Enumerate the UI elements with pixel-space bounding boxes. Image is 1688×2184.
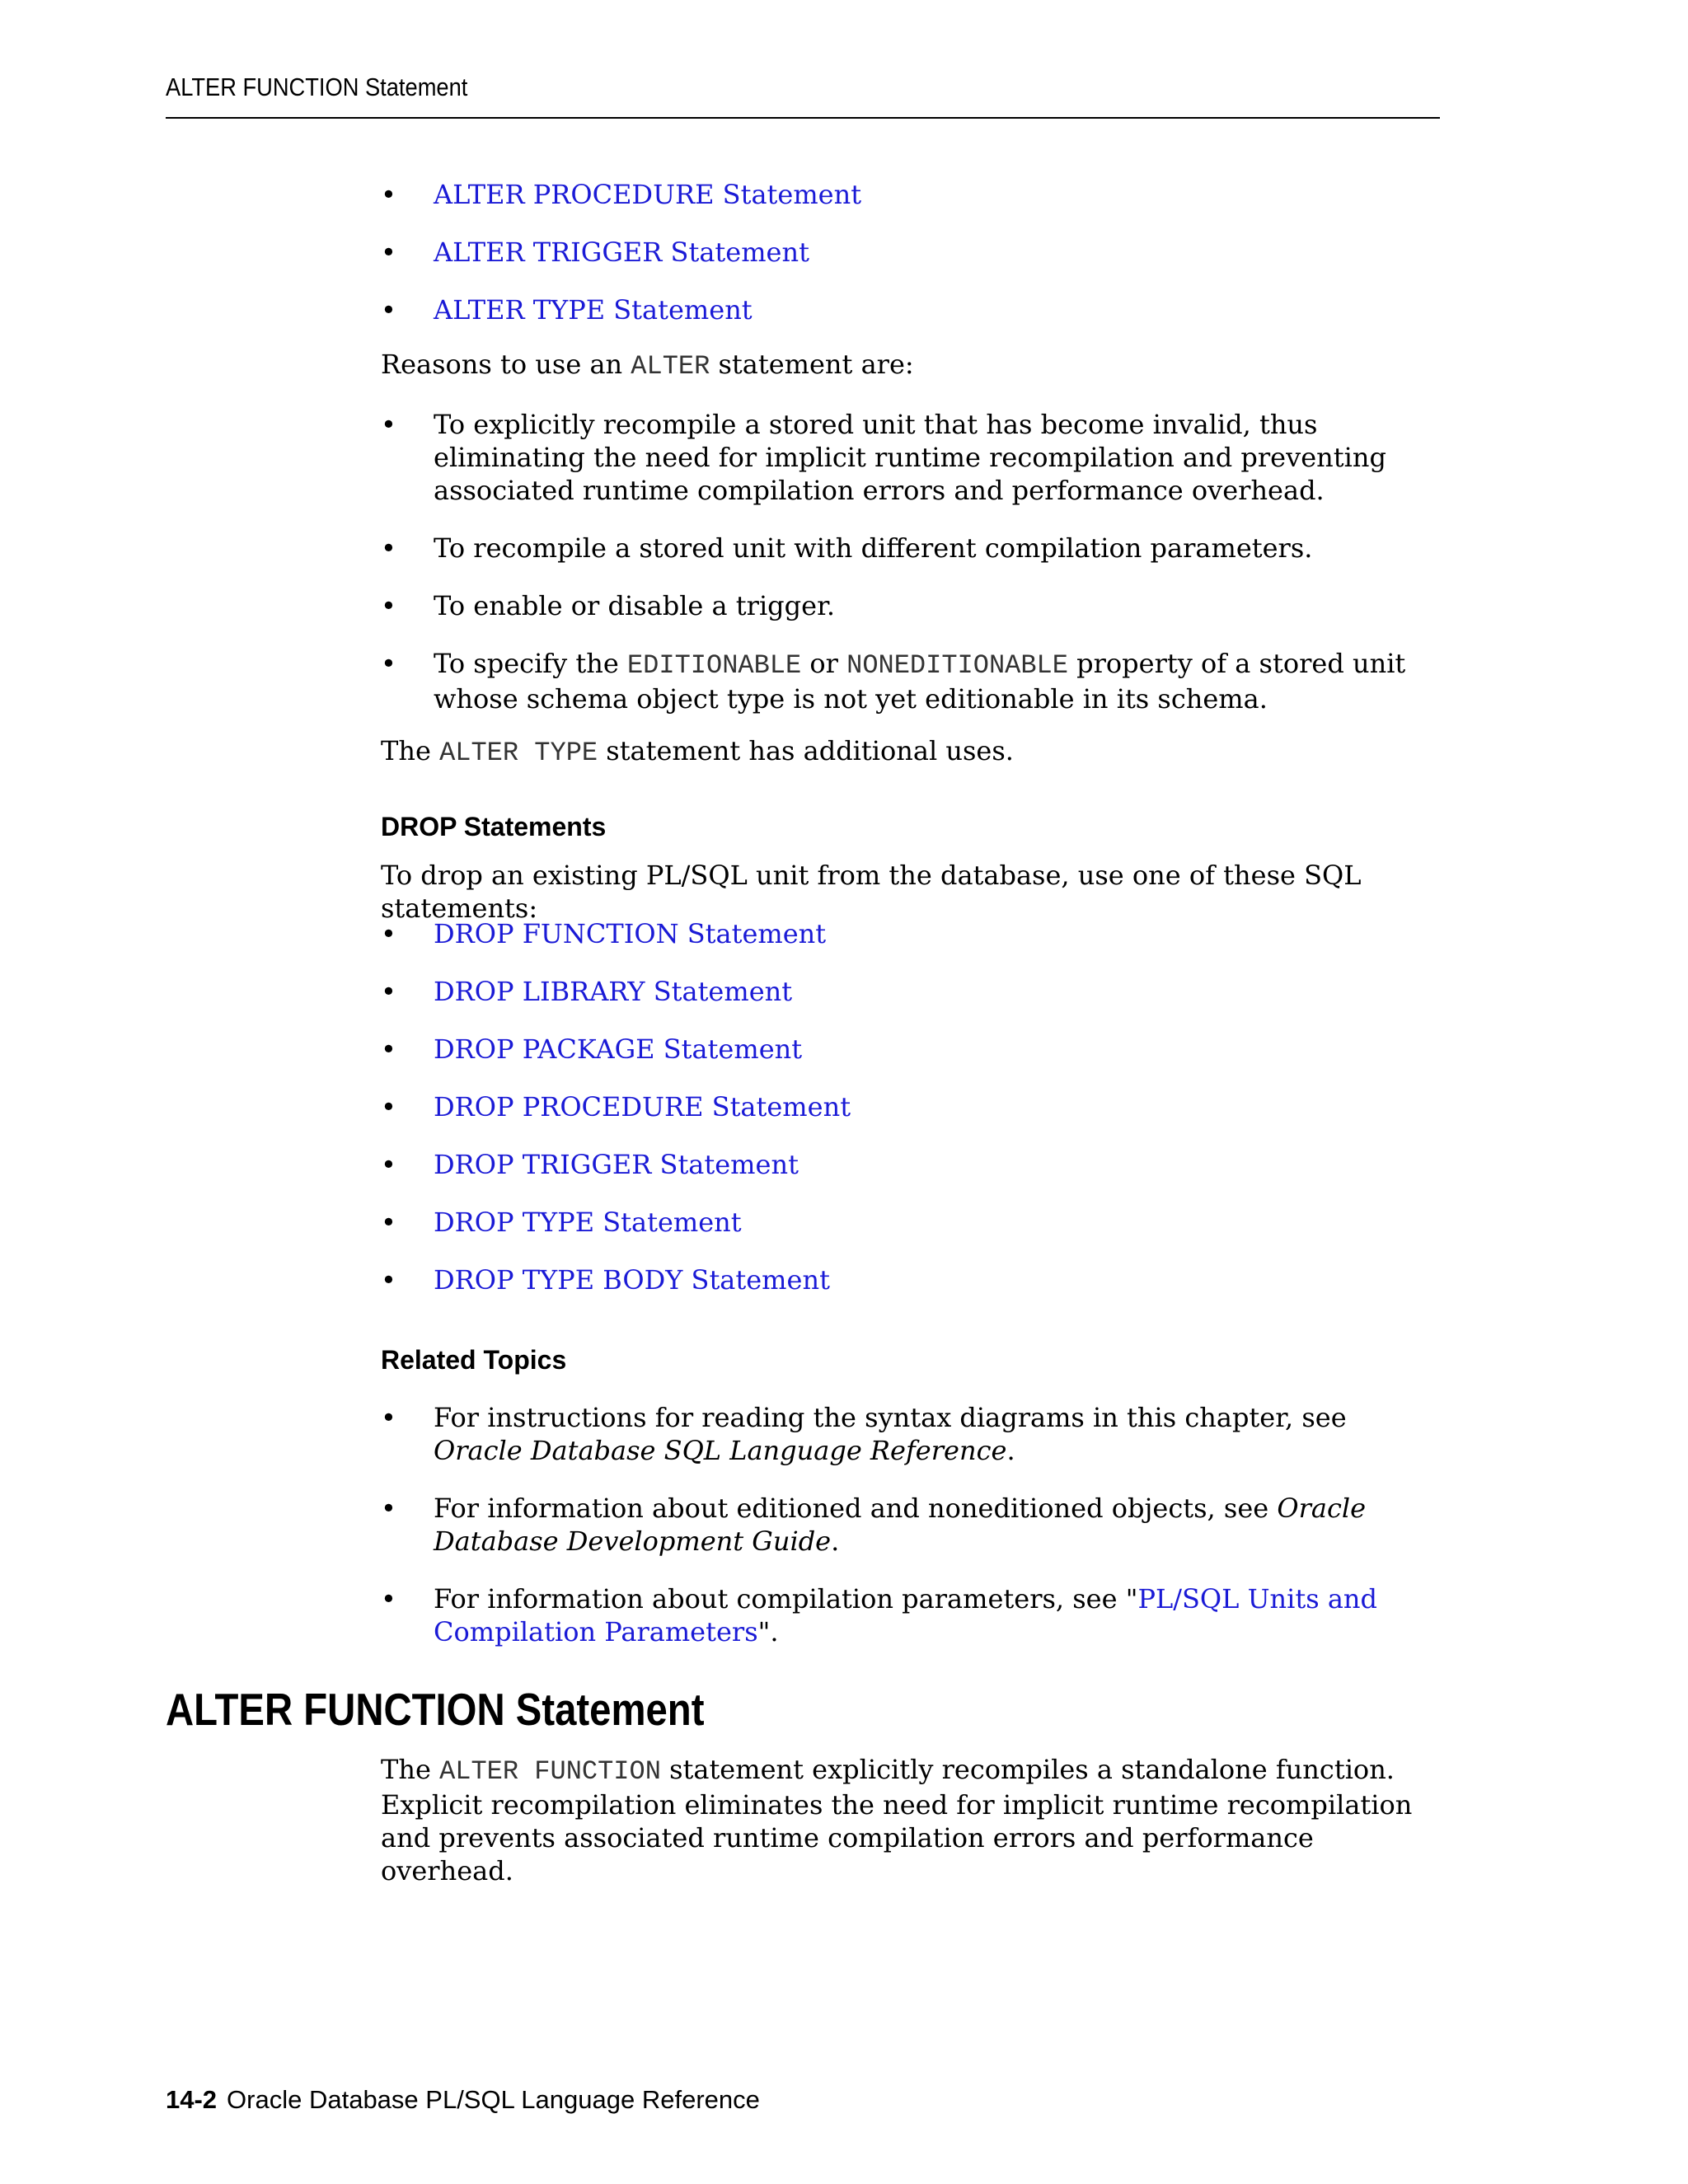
related-text-part: For information about editioned and noneditioned objects, see [434, 1493, 1278, 1524]
reasons-intro-text: Reasons to use an [381, 349, 631, 380]
link-drop-package[interactable]: DROP PACKAGE Statement [434, 1033, 803, 1065]
drop-statements-heading: DROP Statements [381, 812, 607, 841]
section-title: ALTER FUNCTION Statement [166, 1684, 705, 1735]
reasons-intro-text-end: statement are: [710, 349, 914, 380]
list-item [381, 1206, 1452, 1239]
bullet: • [381, 1583, 396, 1615]
header-rule [166, 117, 1440, 119]
bullet: • [381, 648, 396, 679]
reason-text-part: To specify the [434, 648, 627, 679]
related-topics-list [381, 1401, 1436, 1648]
code-alter-function: ALTER FUNCTION [439, 1756, 661, 1787]
reason-text: To enable or disable a trigger. [434, 590, 836, 621]
bullet: • [381, 532, 396, 564]
bullet: • [381, 237, 396, 268]
list-item [381, 1148, 1452, 1181]
link-alter-trigger[interactable]: ALTER TRIGGER Statement [434, 237, 809, 268]
related-text-part: For information about compilation parameters, see " [434, 1583, 1138, 1615]
link-drop-trigger[interactable]: DROP TRIGGER Statement [434, 1149, 799, 1180]
page-footer [166, 2085, 760, 2115]
link-plsql-units-compilation-parameters[interactable]: PL/SQL Units and Compilation Parameters [434, 1583, 1378, 1647]
bullet: • [381, 1264, 396, 1296]
bullet: • [381, 294, 396, 326]
intro-text-end: statement explicitly recompiles a standalone function. Explicit recompilation eliminates the need for implicit runtime recompilation and prevents associated runtime compilation errors and performance overhead. [381, 1754, 1413, 1886]
note-text: The [381, 735, 440, 766]
related-text [434, 1583, 1377, 1647]
related-text-part: . [1006, 1435, 1015, 1466]
reason-text [434, 648, 1405, 715]
list-item [381, 236, 1452, 269]
code-alter-type: ALTER TYPE [439, 738, 598, 768]
intro-text: The [381, 1754, 440, 1785]
reason-text-part: or [801, 648, 847, 679]
bullet: • [381, 1207, 396, 1238]
bullet: • [381, 1493, 396, 1524]
list-item [381, 1033, 1452, 1066]
link-drop-procedure[interactable]: DROP PROCEDURE Statement [434, 1091, 851, 1122]
bullet: • [381, 976, 396, 1007]
related-text-part: For instructions for reading the syntax diagrams in this chapter, see [434, 1402, 1347, 1433]
running-header: ALTER FUNCTION Statement [166, 73, 468, 101]
reasons-intro [381, 348, 1452, 383]
bullet: • [381, 918, 396, 949]
code-alter: ALTER [631, 351, 710, 382]
bullet: • [381, 1033, 396, 1065]
list-item [381, 293, 1452, 326]
link-drop-function[interactable]: DROP FUNCTION Statement [434, 918, 827, 949]
bullet: • [381, 1149, 396, 1180]
alter-type-note [381, 734, 1452, 770]
link-drop-type-body[interactable]: DROP TYPE BODY Statement [434, 1264, 830, 1296]
code-noneditionable: NONEDITIONABLE [846, 650, 1068, 681]
related-topics-heading: Related Topics [381, 1345, 567, 1375]
link-alter-type[interactable]: ALTER TYPE Statement [434, 294, 753, 326]
list-item [381, 1582, 1436, 1648]
book-reference: Oracle Database Development Guide [434, 1493, 1367, 1557]
related-text [434, 1402, 1347, 1466]
bullet: • [381, 590, 396, 621]
related-text-part: . [831, 1526, 840, 1557]
drop-statement-links [381, 917, 1452, 1296]
page-number: 14-2 [166, 2085, 218, 2114]
reason-text: To recompile a stored unit with different compilation parameters. [434, 532, 1313, 564]
reason-text-part: property of a stored unit whose schema object type is not yet editionable in its schema. [434, 648, 1406, 715]
bullet: • [381, 1091, 396, 1122]
book-reference: Oracle Database SQL Language Reference [434, 1435, 1007, 1466]
list-item [381, 589, 1436, 622]
alter-statement-links [381, 178, 1452, 326]
list-item [381, 917, 1452, 950]
list-item [381, 178, 1452, 211]
bullet: • [381, 409, 396, 440]
list-item [381, 1401, 1436, 1467]
code-editionable: EDITIONABLE [626, 650, 802, 681]
book-title: Oracle Database PL/SQL Language Reference [227, 2085, 760, 2114]
bullet: • [381, 1402, 396, 1433]
link-alter-procedure[interactable]: ALTER PROCEDURE Statement [434, 179, 862, 210]
list-item [381, 647, 1436, 715]
reasons-list [381, 408, 1436, 715]
related-text [434, 1493, 1366, 1557]
reason-text: To explicitly recompile a stored unit that has become invalid, thus eliminating the need for implicit runtime recompilation and preventing associated runtime compilation errors and performance overhead. [434, 409, 1386, 506]
note-text-end: statement has additional uses. [598, 735, 1014, 766]
link-drop-type[interactable]: DROP TYPE Statement [434, 1207, 742, 1238]
list-item [381, 975, 1452, 1008]
drop-intro: To drop an existing PL/SQL unit from the database, use one of these SQL statements: [381, 860, 1362, 924]
section-intro [381, 1753, 1444, 1887]
list-item [381, 532, 1436, 565]
list-item [381, 408, 1436, 507]
bullet: • [381, 179, 396, 210]
link-drop-library[interactable]: DROP LIBRARY Statement [434, 976, 793, 1007]
list-item [381, 1090, 1452, 1123]
related-text-part: ". [757, 1616, 779, 1647]
list-item [381, 1492, 1436, 1558]
list-item [381, 1263, 1452, 1296]
